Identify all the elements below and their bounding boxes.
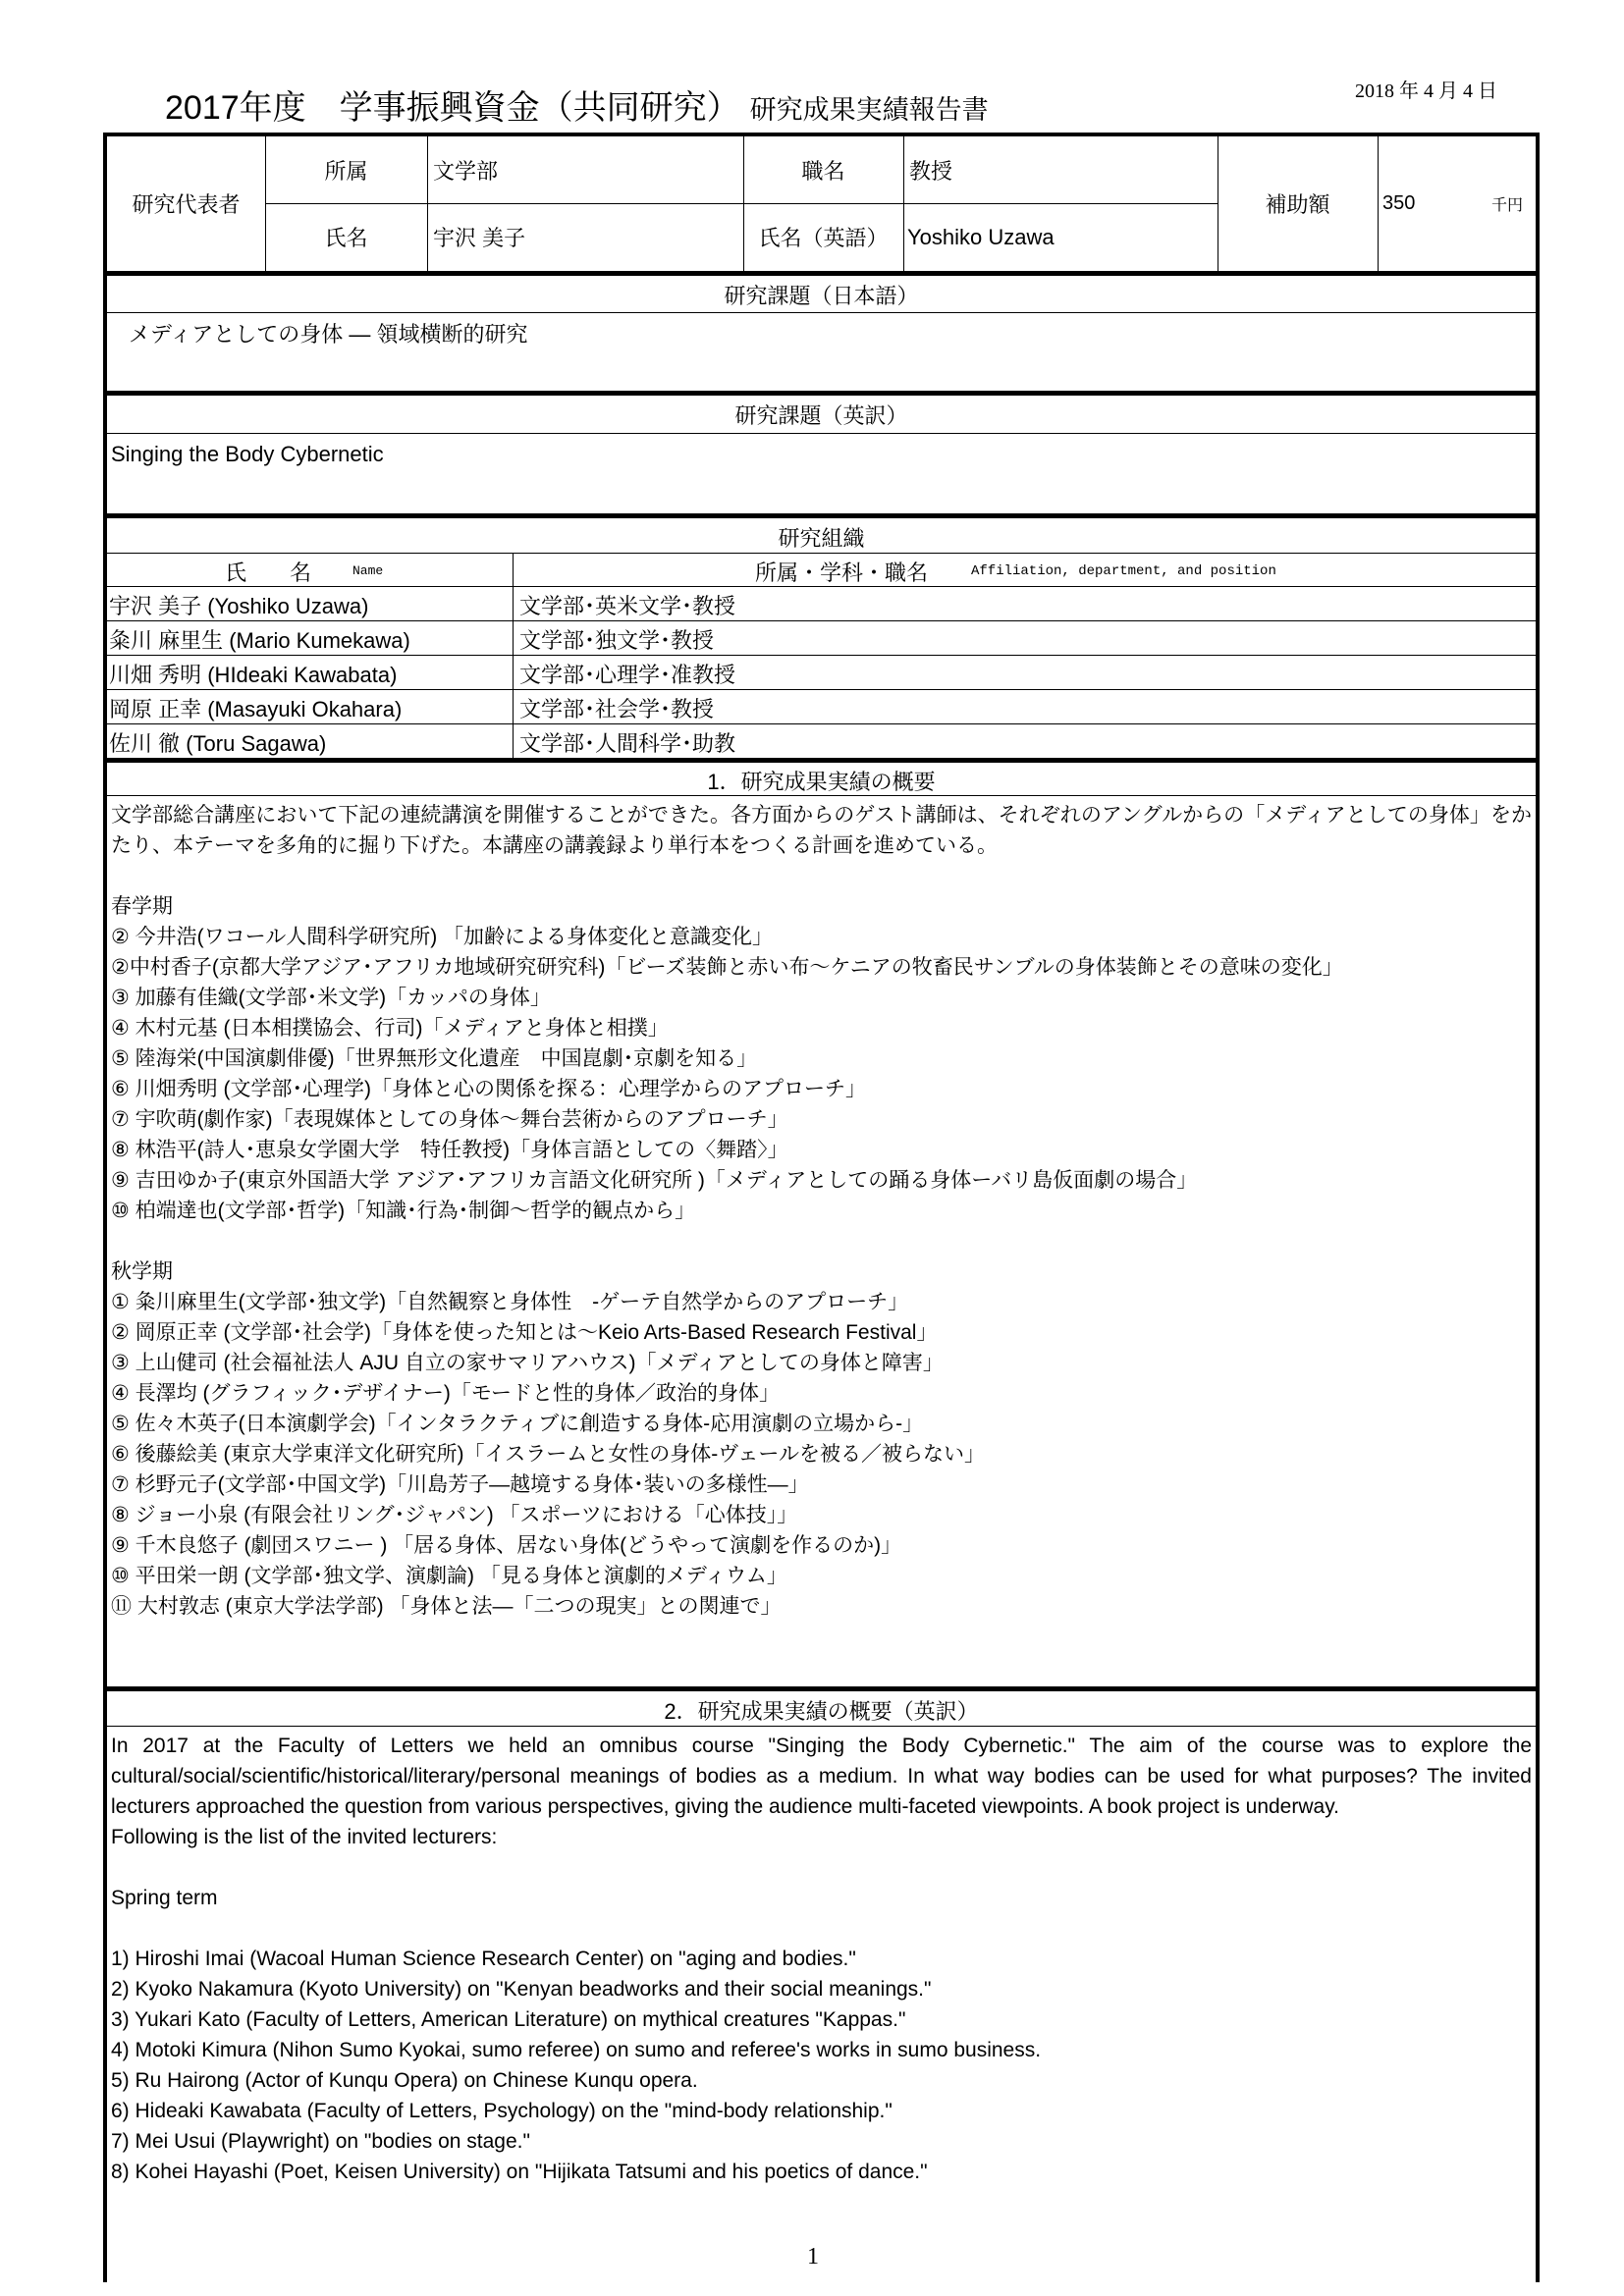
divider [107,312,1536,313]
section2-spring-label: Spring term [111,1887,218,1909]
member-row [107,655,1536,688]
section2-body [111,1731,1532,2187]
lecture-item: ⑤ 陸海栄(中国演劇俳優)「世界無形文化遺産 中国崑劇･京劇を知る」 [111,1047,758,1070]
lecture-item: 6) Hideaki Kawabata (Faculty of Letters, Psychology) on the "mind-body relationship." [111,2100,893,2122]
col-affiliation-header: 所属・学科・職名 [755,561,929,585]
member-row [107,723,1536,757]
member-row [107,586,1536,619]
lecture-item: ⑩ 平田栄一朗 (文学部･独文学、演劇論) 「見る身体と演劇的メディウム」 [111,1565,787,1587]
position-value: 教授 [909,158,953,184]
organization-heading: 研究組織 [778,526,865,551]
name-value: 宇沢 美子 [433,226,526,250]
divider [265,203,1218,204]
divider [1378,136,1379,271]
affiliation-label: 所属 [324,158,368,184]
lecture-item: 2) Kyoko Nakamura (Kyoto University) on "Kenyan beadworks and their social meanings." [111,1978,932,2001]
lecture-item: ⑦ 宇吹萌(劇作家)「表現媒体としての身体～舞台芸術からのアプローチ」 [111,1108,788,1131]
grant-unit: 千円 [1491,197,1524,214]
col-affiliation-en-header: Affiliation, department, and position [971,563,1276,579]
divider [107,758,1536,763]
name-en-value: Yoshiko Uzawa [907,224,1055,249]
member-affiliation: 文学部･心理学･准教授 [519,663,736,687]
title-ja-heading: 研究課題（日本語） [724,284,919,308]
lecture-item: 5) Ru Hairong (Actor of Kunqu Opera) on Chinese Kunqu opera. [111,2069,698,2092]
divider [107,795,1536,796]
divider [107,513,1536,518]
grant-label: 補助額 [1265,192,1330,217]
lecture-item: ① 粂川麻里生(文学部･独文学)「自然観察と身体性 -ゲーテ自然学からのアプローチ」 [111,1291,909,1313]
lecture-item: ④ 長澤均 (グラフィック･デザイナー)「モードと性的身体／政治的身体」 [111,1382,780,1405]
lecture-item: ⑤ 佐々木英子(日本演劇学会)「インタラクティブに創造する身体-応用演劇の立場から-」 [111,1413,924,1435]
divider [107,271,1536,276]
lecture-item: 1) Hiroshi Imai (Wacoal Human Science Research Center) on "aging and bodies." [111,1948,856,1970]
position-label: 職名 [801,158,845,184]
title-sub: 研究成果実績報告書 [749,95,989,125]
section1-heading: 1．研究成果実績の概要 [707,770,936,794]
divider [107,1726,1536,1727]
section1-autumn-label: 秋学期 [111,1260,173,1283]
lecture-item: ③ 上山健司 (社会福祉法人 AJU 自立の家サマリアハウス)「メディアとしての身体と障害」 [111,1352,944,1374]
name-label: 氏名 [324,226,368,250]
member-affiliation: 文学部･英米文学･教授 [519,594,736,618]
section2-following: Following is the list of the invited lecturers: [111,1826,498,1848]
member-name: 宇沢 美子 (Yoshiko Uzawa) [109,594,369,618]
lecture-item: ⑦ 杉野元子(文学部･中国文学)「川島芳子―越境する身体･装いの多様性―」 [111,1473,809,1496]
divider [107,433,1536,434]
divider [107,1686,1536,1691]
member-row [107,689,1536,722]
lecture-item: ⑩ 柏端達也(文学部･哲学)「知識･行為･制御～哲学的観点から」 [111,1200,696,1222]
lecture-item: ②中村香子(京都大学アジア･アフリカ地域研究研究科)「ビーズ装飾と赤い布～ケニアの牧畜民サンブルの身体装飾とその意味の変化」 [111,956,1343,979]
representative-label: 研究代表者 [132,192,241,217]
lecture-item: ⑥ 後藤絵美 (東京大学東洋文化研究所)「イスラームと女性の身体-ヴェールを被る／被らない」 [111,1443,986,1466]
lecture-item: ⑨ 千木良悠子 (劇団スワニー ) 「居る身体、居ない身体(どうやって演劇を作るのか)」 [111,1534,902,1557]
lecture-item: ⑪ 大村敦志 (東京大学法学部) 「身体と法―「二つの現実」との関連で」 [111,1595,782,1618]
lecture-item: 8) Kohei Hayashi (Poet, Keisen University) on "Hijikata Tatsumi and his poetics of dance." [111,2161,928,2183]
col-name-header: 氏 名 [225,561,312,585]
lecture-item: ④ 木村元基 (日本相撲協会、行司)「メディアと身体と相撲」 [111,1017,669,1040]
title-en-text: Singing the Body Cybernetic [111,442,384,466]
member-name: 粂川 麻里生 (Mario Kumekawa) [109,628,410,653]
lecture-item: 4) Motoki Kimura (Nihon Sumo Kyokai, sumo referee) on sumo and referee's works in sumo business. [111,2039,1042,2061]
lecture-item: ② 岡原正幸 (文学部･社会学)「身体を使った知とは～Keio Arts-Based Research Festival」 [111,1321,938,1344]
section1-intro: 文学部総合講座において下記の連続講演を開催することができた。各方面からのゲスト講師は、それぞれのアングルからの「メディアとしての身体」をかたり、本テーマを多角的に掘り下げた。本講座の講義録より単行本をつくる計画を進めている。 [111,804,1532,857]
member-row [107,620,1536,654]
lecture-item: ⑥ 川畑秀明 (文学部･心理学)「身体と心の関係を探る：心理学からのアプローチ」 [111,1078,866,1100]
lecture-item: ② 今井浩(ワコール人間科学研究所) 「加齢による身体変化と意識変化」 [111,926,774,948]
report-date: 2018 年 4 月 4 日 [1355,80,1497,102]
document-title [165,80,989,129]
title-en-heading: 研究課題（英訳） [734,403,908,428]
section2-intro: In 2017 at the Faculty of Letters we held an omnibus course "Singing the Body Cybernetic." The aim of the course was to explore the cultural/social/scientific/historical/literary/personal meanings of bodies as a medium. In what way bodies can be used for what purposes? The invited lecturers approached the question from various perspectives, giving the audience multi-faceted viewpoints. A book project is underway. [111,1735,1532,1818]
name-en-label: 氏名（英語） [758,226,889,250]
col-name-en-header: Name [352,563,384,578]
lecture-item: ⑨ 吉田ゆか子(東京外国語大学 アジア･アフリカ言語文化研究所 )「メディアとしての踊る身体ーバリ島仮面劇の場合」 [111,1169,1198,1192]
grant-amount: 350 [1382,192,1416,214]
member-affiliation: 文学部･人間科学･助教 [519,731,736,756]
organization-column-headers [107,553,1536,586]
lecture-item: ⑧ 林浩平(詩人･恵泉女学園大学 特任教授)「身体言語としての〈舞踏〉」 [111,1139,788,1161]
member-affiliation: 文学部･社会学･教授 [519,697,715,721]
section1-body [111,800,1532,1622]
report-form [103,133,1540,2282]
lecture-item: 7) Mei Usui (Playwright) on "bodies on stage." [111,2130,530,2153]
divider [107,391,1536,396]
lecture-item: ③ 加藤有佳織(文学部･米文学)「カッパの身体」 [111,987,551,1009]
member-affiliation: 文学部･独文学･教授 [519,628,715,653]
lecture-item: ⑧ ジョー小泉 (有限会社リング･ジャパン) 「スポーツにおける「心体技」」 [111,1504,798,1526]
member-name: 佐川 徹 (Toru Sagawa) [109,731,327,756]
member-name: 岡原 正幸 (Masayuki Okahara) [109,697,403,721]
page-number: 1 [807,2244,819,2269]
section1-spring-label: 春学期 [111,895,173,918]
member-name: 川畑 秀明 (HIdeaki Kawabata) [109,663,398,687]
affiliation-value: 文学部 [433,158,499,184]
title-ja-text: メディアとしての身体 ― 領域横断的研究 [129,322,528,347]
divider [513,553,514,759]
lecture-item: 3) Yukari Kato (Faculty of Letters, American Literature) on mythical creatures "Kappas." [111,2008,906,2031]
title-main: 2017年度 学事振興資金（共同研究） [165,89,740,127]
section2-heading: 2．研究成果実績の概要（英訳） [664,1699,979,1724]
